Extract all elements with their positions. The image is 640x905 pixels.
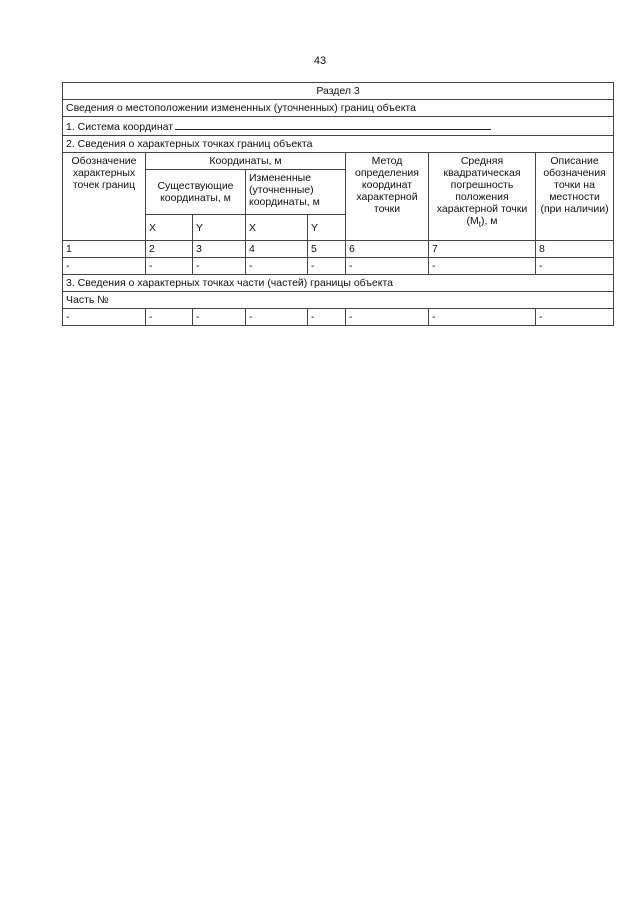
coord-system-blank-line xyxy=(175,119,491,130)
points-section-title: 2. Сведения о характерных точках границ объекта xyxy=(63,136,614,153)
part-cell-8: - xyxy=(536,309,614,326)
header-error xyxy=(429,153,536,241)
points-cell-8: - xyxy=(536,258,614,275)
part-cell-2: - xyxy=(146,309,193,326)
section-title: Раздел 3 xyxy=(63,83,614,100)
points-cell-6: - xyxy=(346,258,429,275)
part-section-title: 3. Сведения о характерных точках части (частей) границы объекта xyxy=(63,275,614,292)
coord-system-row xyxy=(63,117,614,136)
header-changed: Измененные (уточненные) координаты, м xyxy=(246,170,346,215)
boundary-form-table xyxy=(62,82,614,326)
part-label: Часть № xyxy=(63,292,614,309)
header-method: Метод определения координат характерной точки xyxy=(346,153,429,241)
part-cell-5: - xyxy=(308,309,346,326)
header-error-sub: t xyxy=(478,220,481,230)
col-num-4: 4 xyxy=(246,241,308,258)
part-cell-7: - xyxy=(429,309,536,326)
header-y-existing: Y xyxy=(193,215,246,241)
header-designation: Обозначение характерных точек границ xyxy=(63,153,146,241)
points-cell-1: - xyxy=(63,258,146,275)
points-cell-2: - xyxy=(146,258,193,275)
part-cell-1: - xyxy=(63,309,146,326)
col-num-7: 7 xyxy=(429,241,536,258)
table-row xyxy=(63,258,614,275)
col-num-1: 1 xyxy=(63,241,146,258)
header-error-prefix: Средняя квадратическая погрешность положения характерной точки (M xyxy=(436,155,528,227)
page-number: 43 xyxy=(313,55,327,67)
col-num-6: 6 xyxy=(346,241,429,258)
header-error-suffix: ), м xyxy=(480,215,498,227)
part-cell-4: - xyxy=(246,309,308,326)
part-cell-3: - xyxy=(193,309,246,326)
section-subtitle: Сведения о местоположении измененных (уточненных) границ объекта xyxy=(63,100,614,117)
column-number-row xyxy=(63,241,614,258)
points-cell-7: - xyxy=(429,258,536,275)
points-cell-5: - xyxy=(308,258,346,275)
header-x-changed: X xyxy=(246,215,308,241)
col-num-5: 5 xyxy=(308,241,346,258)
header-x-existing: X xyxy=(146,215,193,241)
header-description: Описание обозначения точки на местности (при наличии) xyxy=(536,153,614,241)
part-cell-6: - xyxy=(346,309,429,326)
coord-system-label: 1. Система координат xyxy=(66,121,174,133)
header-existing: Существующие координаты, м xyxy=(146,170,246,215)
points-cell-3: - xyxy=(193,258,246,275)
col-num-2: 2 xyxy=(146,241,193,258)
points-cell-4: - xyxy=(246,258,308,275)
table-row xyxy=(63,309,614,326)
header-y-changed: Y xyxy=(308,215,346,241)
header-coordinates: Координаты, м xyxy=(146,153,346,170)
col-num-8: 8 xyxy=(536,241,614,258)
col-num-3: 3 xyxy=(193,241,246,258)
